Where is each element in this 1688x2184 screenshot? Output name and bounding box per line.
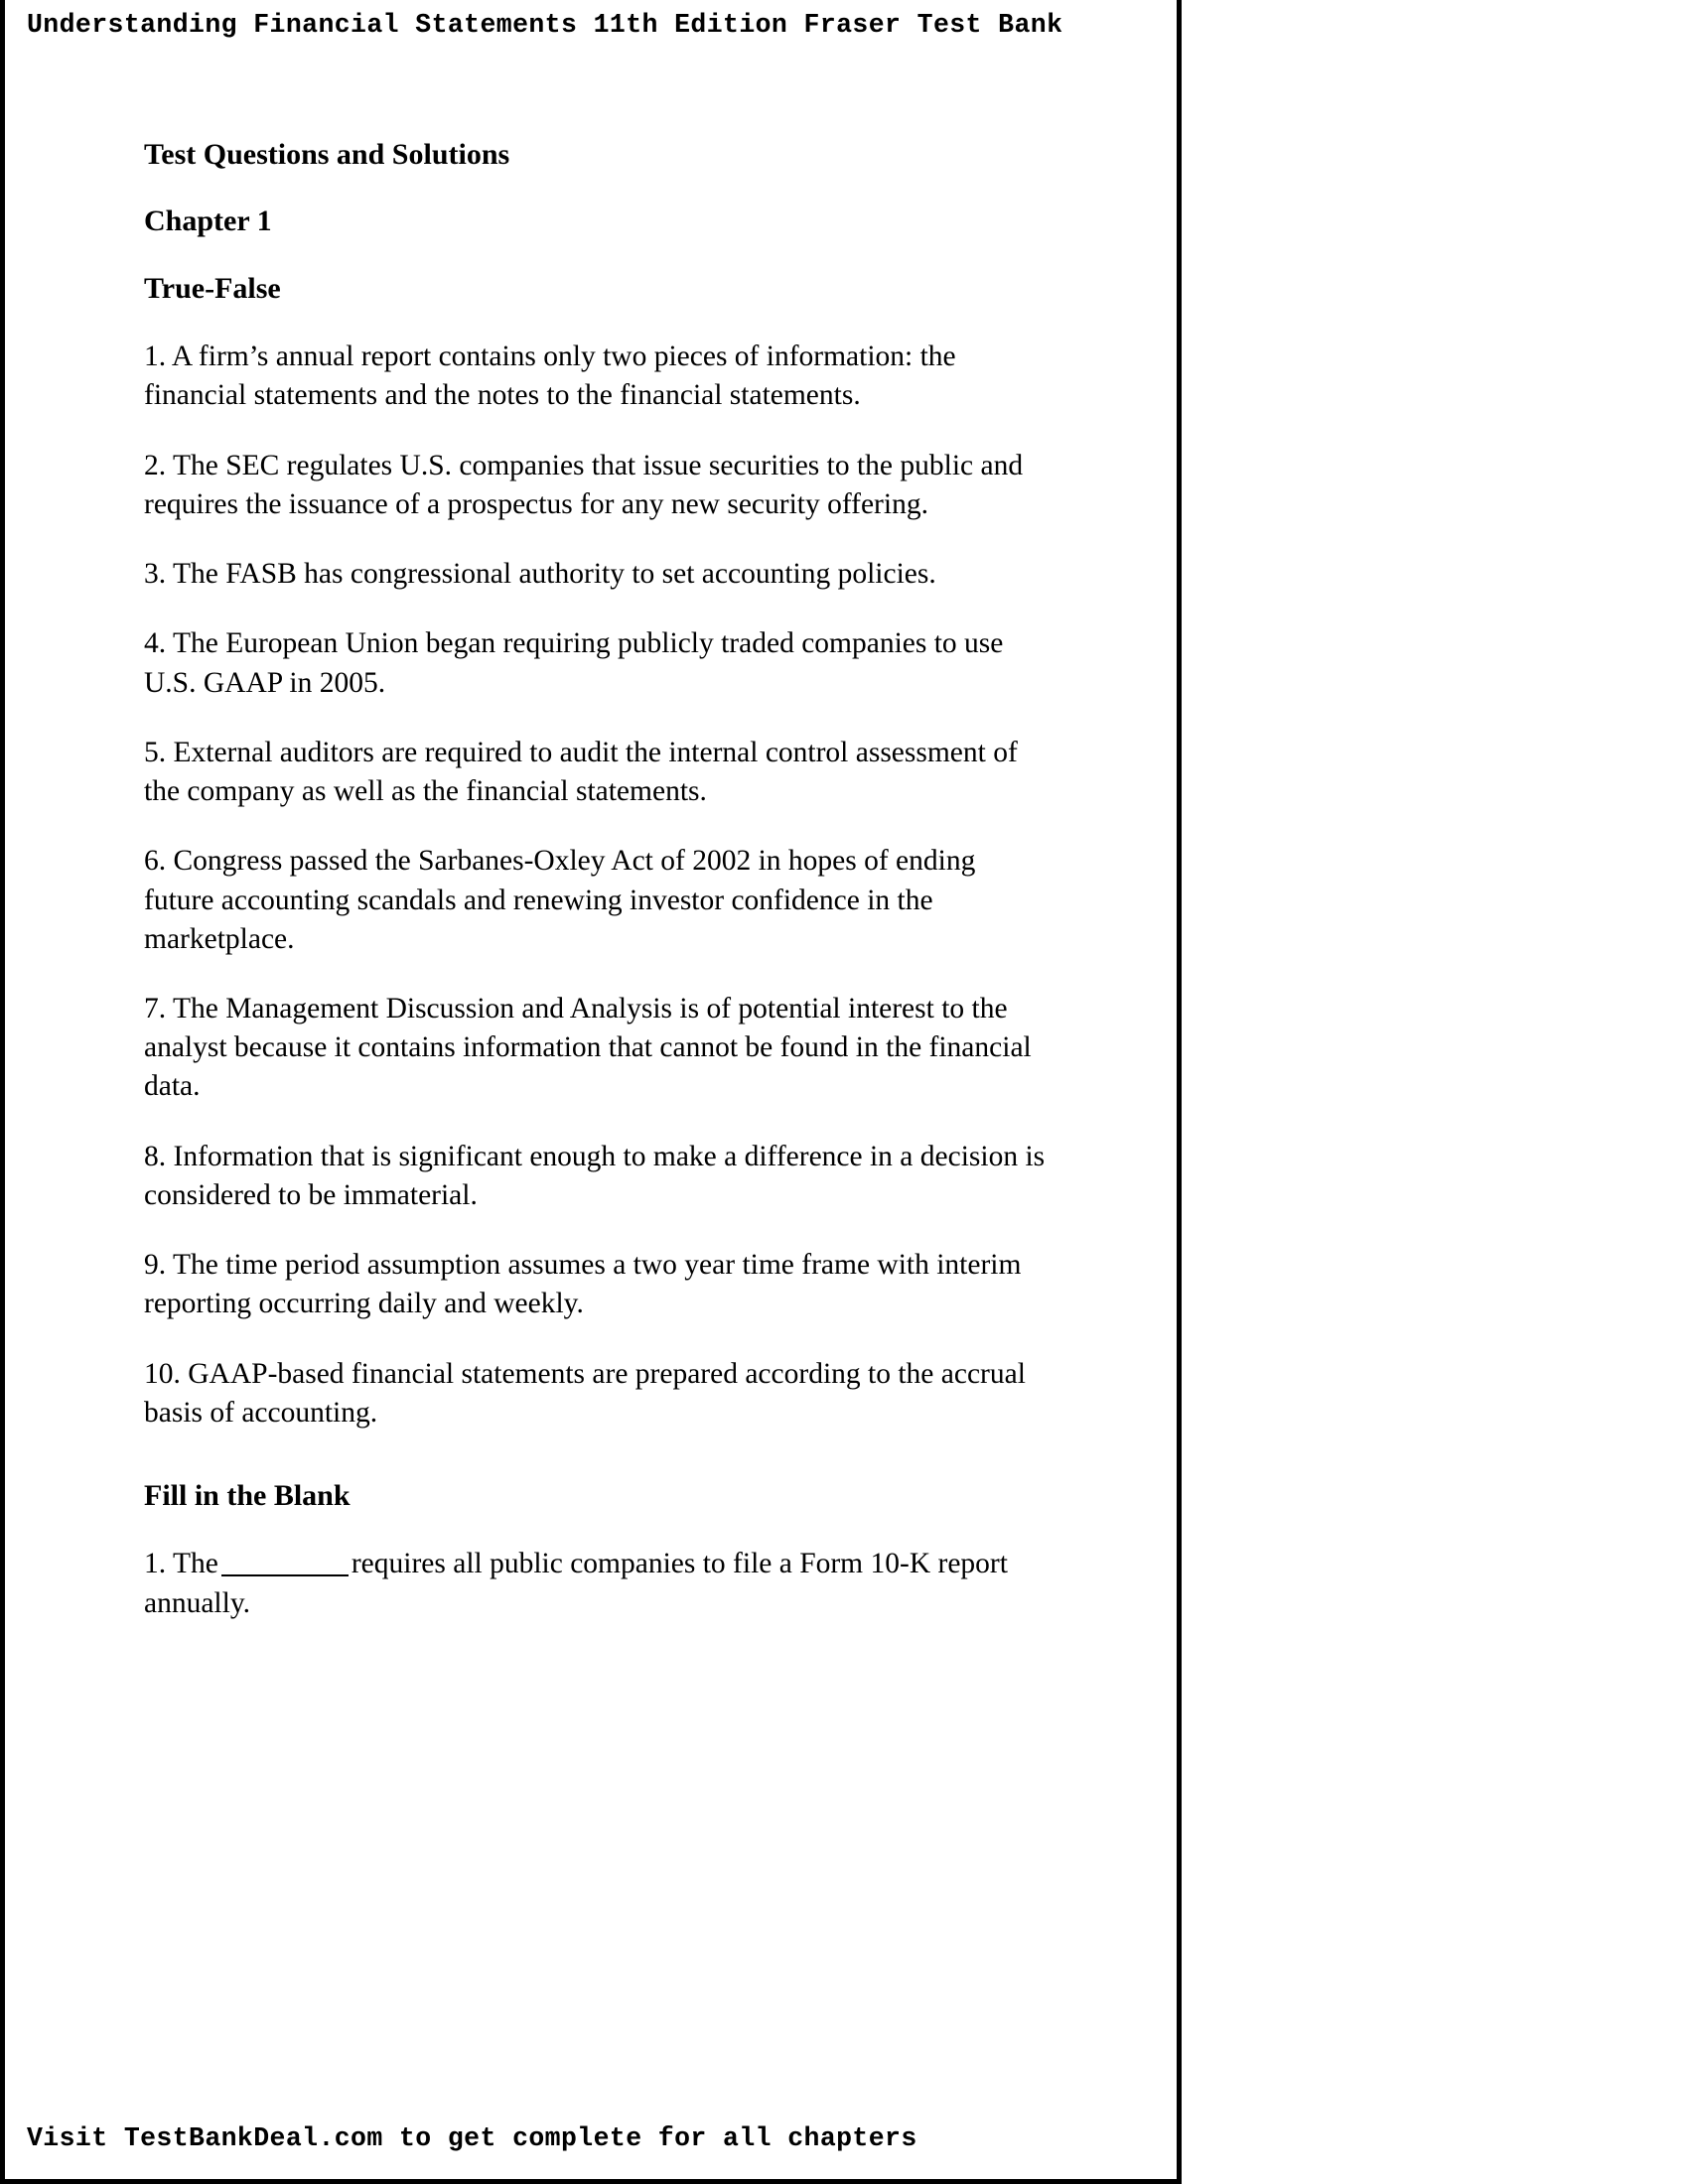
question-item: 4. The European Union began requiring publicly traded companies to use U.S. GAAP in 2005.: [144, 627, 1004, 699]
question-item: 9. The time period assumption assumes a two year time frame with interim reporting occurring daily and weekly.: [144, 1249, 1022, 1320]
question-item: 6. Congress passed the Sarbanes-Oxley Act of 2002 in hopes of ending future accounting scandals and renewing investor confidence in the marketplace.: [144, 845, 976, 955]
question-item: 2. The SEC regulates U.S. companies that issue securities to the public and requires the issuance of a prospectus for any new security offering.: [144, 449, 1024, 520]
question-item: 5. External auditors are required to audit the internal control assessment of the company as well as the financial statements.: [144, 736, 1018, 808]
question-item: 1. A firm’s annual report contains only two pieces of information: the financial statements and the notes to the financial statements.: [144, 341, 956, 412]
document-watermark-footer: Visit TestBankDeal.com to get complete for all chapters: [27, 2123, 917, 2153]
question-item: 8. Information that is significant enough to make a difference in a decision is considered to be immaterial.: [144, 1140, 1046, 1211]
fill-in-the-blank-suffix: requires all public companies to file a Form 10-K report annually.: [144, 1548, 1008, 1619]
question-item: 10. GAAP-based financial statements are prepared according to the accrual basis of accounting.: [144, 1357, 1026, 1429]
fill-in-the-blank-item: [144, 1545, 1053, 1622]
section-heading-fill-in-the-blank: Fill in the Blank: [144, 1479, 351, 1513]
section-heading-true-false: True-False: [144, 271, 281, 305]
document-watermark-header: Understanding Financial Statements 11th Edition Fraser Test Bank: [27, 10, 1063, 40]
page-title: Test Questions and Solutions: [144, 138, 510, 171]
document-body: [144, 137, 1053, 1654]
page-margin-outside: [1182, 0, 1688, 2184]
fill-in-the-blank-prefix: 1. The: [144, 1548, 218, 1580]
question-item: 7. The Management Discussion and Analysis is of potential interest to the analyst because it contains information that cannot be found in the financial data.: [144, 992, 1032, 1103]
question-item: 3. The FASB has congressional authority to set accounting policies.: [144, 558, 936, 591]
answer-blank-rule: [221, 1574, 349, 1576]
chapter-heading: Chapter 1: [144, 205, 272, 238]
